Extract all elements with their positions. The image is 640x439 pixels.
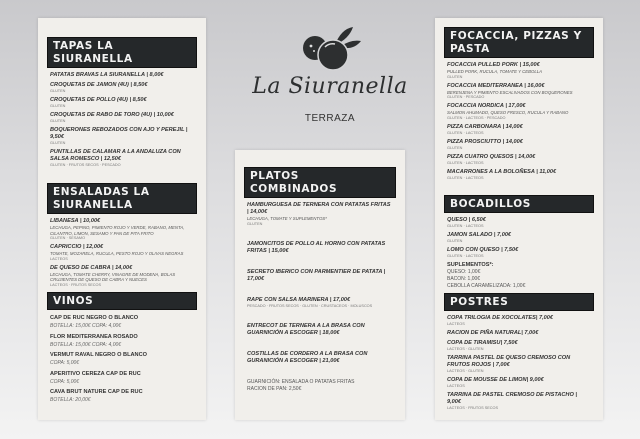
menu-item [447, 340, 591, 352]
item-allergens: GLUTEN · SESAMO [50, 236, 86, 240]
menu-item [247, 351, 393, 365]
item-description: TOMATE, MOZARELA, RUCULA, PESTO ROJO Y OLIVAS NEGRAS [50, 251, 184, 256]
menu-section [444, 195, 594, 290]
item-allergens: GLUTEN · LACTEOS [447, 160, 484, 165]
menu-item [247, 323, 393, 337]
menu-item [247, 269, 393, 283]
menu-item [50, 112, 194, 124]
item-title: CAVA BRUT NATURE CAP DE RUC [50, 389, 143, 395]
item-title: MACARRONES A LA BOLOÑESA | 11,00€ [447, 168, 557, 175]
item-title: CROQUETAS DE JAMON (4U) | 8,50€ [50, 82, 148, 88]
item-description: PULLED PORK, RUCULA, TOMATE Y CEBOLLA [447, 69, 542, 74]
section-items [47, 310, 197, 404]
menu-item [50, 82, 194, 94]
menu-item [447, 124, 591, 136]
menu-item [447, 103, 591, 121]
item-title: APERITIVO CEREZA CAP DE RUC [50, 370, 141, 377]
section-items [244, 198, 396, 393]
item-title: CAP DE RUC NEGRO O BLANCO [50, 315, 139, 321]
item-allergens: LACTEOS · FRUTOS SECOS [50, 282, 101, 287]
item-allergens: LACTEOS · GLUTEN [447, 347, 484, 351]
menu-item [447, 139, 591, 151]
section-note: RACION DE PAN: 2,50€ [247, 385, 302, 392]
section-items [444, 58, 594, 181]
menu-item [247, 241, 393, 255]
menu-item [50, 149, 194, 168]
menu-item [50, 351, 194, 367]
section-header: POSTRES [444, 293, 594, 311]
item-title: FOCACCIA MEDITERRANEA | 16,00€ [447, 82, 545, 89]
item-allergens: GLUTEN · LACTEOS [447, 130, 484, 135]
item-allergens: GLUTEN · FRUTOS SECOS · PESCADO [50, 163, 121, 167]
item-allergens: GLUTEN · LACTEOS [447, 254, 484, 258]
menu-item [447, 377, 591, 389]
section-items [47, 214, 197, 288]
menu-item [447, 330, 591, 337]
item-prices: COPA: 5,00€ [50, 360, 80, 366]
menu-column-right [435, 18, 603, 420]
menu-item [447, 392, 591, 411]
section-note: CEBOLLA CARAMELIZADA: 1,00€ [447, 283, 526, 289]
item-title: CROQUETAS DE POLLO (4U) | 8,50€ [50, 97, 147, 103]
item-title: PUNTILLAS DE CALAMAR A LA ANDALUZA CON SALSA ROMESCO | 12,50€ [50, 149, 181, 162]
section-header: FOCACCIA, PIZZAS Y PASTA [444, 27, 594, 58]
menu-item [447, 355, 591, 374]
item-allergens: LACTEOS [447, 322, 465, 326]
item-description: LECHUGA, TOMATE Y SUPLEMENTOS* [247, 216, 327, 221]
item-title: LIBANESA | 10,00€ [50, 218, 101, 224]
item-title: COPA TRILOGIA DE XOCOLATES| 7,00€ [447, 315, 553, 321]
supplements-title: SUPLEMENTOS*: [447, 262, 494, 268]
item-title: BOQUERONES REBOZADOS CON AJO Y PEREJIL | 9,50€ [50, 127, 188, 140]
item-title: COSTILLAS DE CORDERO A LA BRASA CON GURANICIÓN A ESCOGER | 21,00€ [247, 350, 368, 364]
item-allergens: GLUTEN [447, 239, 463, 243]
section-header: VINOS [47, 292, 197, 310]
menu-item [50, 97, 194, 109]
item-allergens: LACTEOS [447, 384, 465, 388]
item-description: LECHUGA, TOMATE CHERRY, VINAGRE DE MODENA, BOLAS CRUJIENTES DE QUESO DE CABRA Y NUECES [50, 271, 176, 282]
section-items [444, 311, 594, 411]
menu-item [50, 314, 194, 330]
menu-section [444, 293, 594, 414]
section-items [47, 68, 197, 168]
menu-item [247, 202, 393, 227]
item-allergens: GLUTEN [50, 141, 66, 145]
menu-item [50, 218, 194, 241]
menu-item [447, 169, 591, 181]
item-title: FLOR MEDITERRANEA ROSADO [50, 333, 138, 340]
menu-item [50, 333, 194, 349]
item-description: SALMON AHUMADO, QUESO FRESCO, RUCULA Y RABANO [447, 110, 569, 115]
menu-item [247, 297, 393, 309]
item-description: LECHUGA, PEPINO, PIMIENTO ROJO Y VERDE, RABANO, MENTA, CILANTRO, LIMON, SESAMO Y PAN DE PITA FRITO [50, 225, 185, 236]
menu-section [47, 183, 197, 291]
item-prices: BOTELLA: 15,00€ COPA: 4,00€ [50, 341, 122, 348]
section-note: BACON: 1,00€ [447, 276, 481, 282]
restaurant-name: La Siuranella [252, 74, 408, 99]
item-allergens: GLUTEN [50, 119, 66, 123]
menu-column-center [235, 150, 405, 420]
item-title: TARRINA PASTEL DE QUESO CREMOSO CON FRUTOS ROJOS | 7,00€ [447, 355, 571, 368]
item-allergens: PESCADO · FRUTOS SECOS · GLUTEN · CRUSTACEOS · MOLUSCOS [247, 303, 373, 308]
item-allergens: GLUTEN [50, 89, 66, 93]
item-title: ENTRECOT DE TERNERA A LA BRASA CON GUARNICIÓN A ESCOGER | 18,00€ [247, 322, 365, 336]
menu-section [244, 167, 396, 393]
item-title: VERMUT RAVAL NEGRO O BLANCO [50, 352, 147, 358]
menu-item [447, 62, 591, 80]
item-title: JAMON SALADO | 7,00€ [447, 232, 512, 238]
item-title: LOMO CON QUESO | 7,50€ [447, 247, 519, 253]
menu-item [50, 370, 194, 386]
item-description: BERENJENA Y PIMIENTO ESCALIVADOS CON BOQUERONES [447, 89, 573, 95]
item-title: JAMONCITOS DE POLLO AL HORNO CON PATATAS FRITAS | 15,00€ [247, 240, 386, 254]
menu-item [447, 154, 591, 166]
item-allergens: GLUTEN [447, 145, 463, 150]
item-prices: COPA: 5,00€ [50, 378, 80, 385]
item-title: FOCACCIA PULLED PORK | 15,00€ [447, 62, 540, 68]
item-title: PIZZA CARBONARA | 14,00€ [447, 123, 523, 130]
section-note: GUARNICIÓN: ENSALADA O PATATAS FRITAS [247, 378, 355, 385]
menu-section [47, 292, 197, 407]
restaurant-logo [240, 25, 420, 124]
item-title: CAPRICCIO | 12,00€ [50, 244, 104, 250]
item-title: RAPE CON SALSA MARINERA | 17,00€ [247, 296, 351, 303]
item-title: QUESO | 6,50€ [447, 217, 486, 223]
item-title: HAMBURGUESA DE TERNERA CON PATATAS FRITAS | 14,00€ [247, 202, 391, 215]
section-items [444, 213, 594, 290]
item-title: COPA DE TIRAMISU| 7,50€ [447, 340, 518, 346]
menu-item [447, 315, 591, 327]
menu-section [47, 37, 197, 171]
section-header: ENSALADAS LA SIURANELLA [47, 183, 197, 214]
item-prices: BOTELLA: 20,00€ [50, 397, 91, 403]
menu-item [50, 244, 194, 262]
item-allergens: GLUTEN · LACTEOS · PESCADO [447, 115, 506, 120]
item-title: PIZZA CUATRO QUESOS | 14,00€ [447, 153, 536, 160]
item-allergens: GLUTEN · PESCADO [447, 95, 485, 99]
menu-item [50, 265, 194, 288]
section-header: TAPAS LA SIURANELLA [47, 37, 197, 68]
menu-column-left [38, 18, 206, 420]
item-title: PIZZA PROSCIUTTO | 14,00€ [447, 138, 523, 145]
item-title: FOCACCIA NORDICA | 17,00€ [447, 103, 526, 109]
item-title: RACION DE PIÑA NATURAL| 7,00€ [447, 330, 539, 336]
item-allergens: LACTEOS · FRUTOS SECOS [447, 406, 498, 410]
menu-item [447, 83, 591, 101]
item-title: TARRINA DE PASTEL CREMOSO DE PISTACHO | 9,00€ [447, 392, 577, 405]
menu-section [444, 27, 594, 184]
menu-item [50, 72, 194, 79]
item-allergens: GLUTEN [50, 104, 66, 108]
menu-item [50, 127, 194, 146]
item-title: DE QUESO DE CABRA | 14,00€ [50, 264, 133, 271]
item-allergens: GLUTEN · LACTEOS [447, 224, 484, 228]
item-title: COPA DE MOUSSE DE LIMON| 9,00€ [447, 377, 544, 383]
menu-item [447, 217, 591, 229]
item-prices: BOTELLA: 15,00€ COPA: 4,00€ [50, 323, 122, 329]
section-note: QUESO: 1,00€ [447, 269, 481, 275]
item-title: CROQUETAS DE RABO DE TORO (4U) | 10,00€ [50, 112, 174, 118]
item-title: SECRETO IBERICO CON PARMENTIER DE PATATA | 17,00€ [247, 268, 386, 282]
olive-logo-icon [295, 25, 365, 73]
item-allergens: LACTEOS · GLUTEN [447, 369, 484, 373]
section-header: BOCADILLOS [444, 195, 594, 213]
menu-item [447, 232, 591, 244]
item-allergens: GLUTEN [247, 221, 263, 226]
item-allergens: GLUTEN [447, 74, 463, 79]
menu-item [447, 247, 591, 259]
item-title: PATATAS BRAVAS LA SIURANELLA | 8,00€ [50, 72, 164, 78]
menu-item [50, 388, 194, 404]
section-header: PLATOS COMBINADOS [244, 167, 396, 198]
restaurant-subtitle: TERRAZA [304, 113, 356, 124]
item-allergens: GLUTEN · LACTEOS [447, 175, 484, 180]
item-allergens: LACTEOS [50, 256, 68, 261]
